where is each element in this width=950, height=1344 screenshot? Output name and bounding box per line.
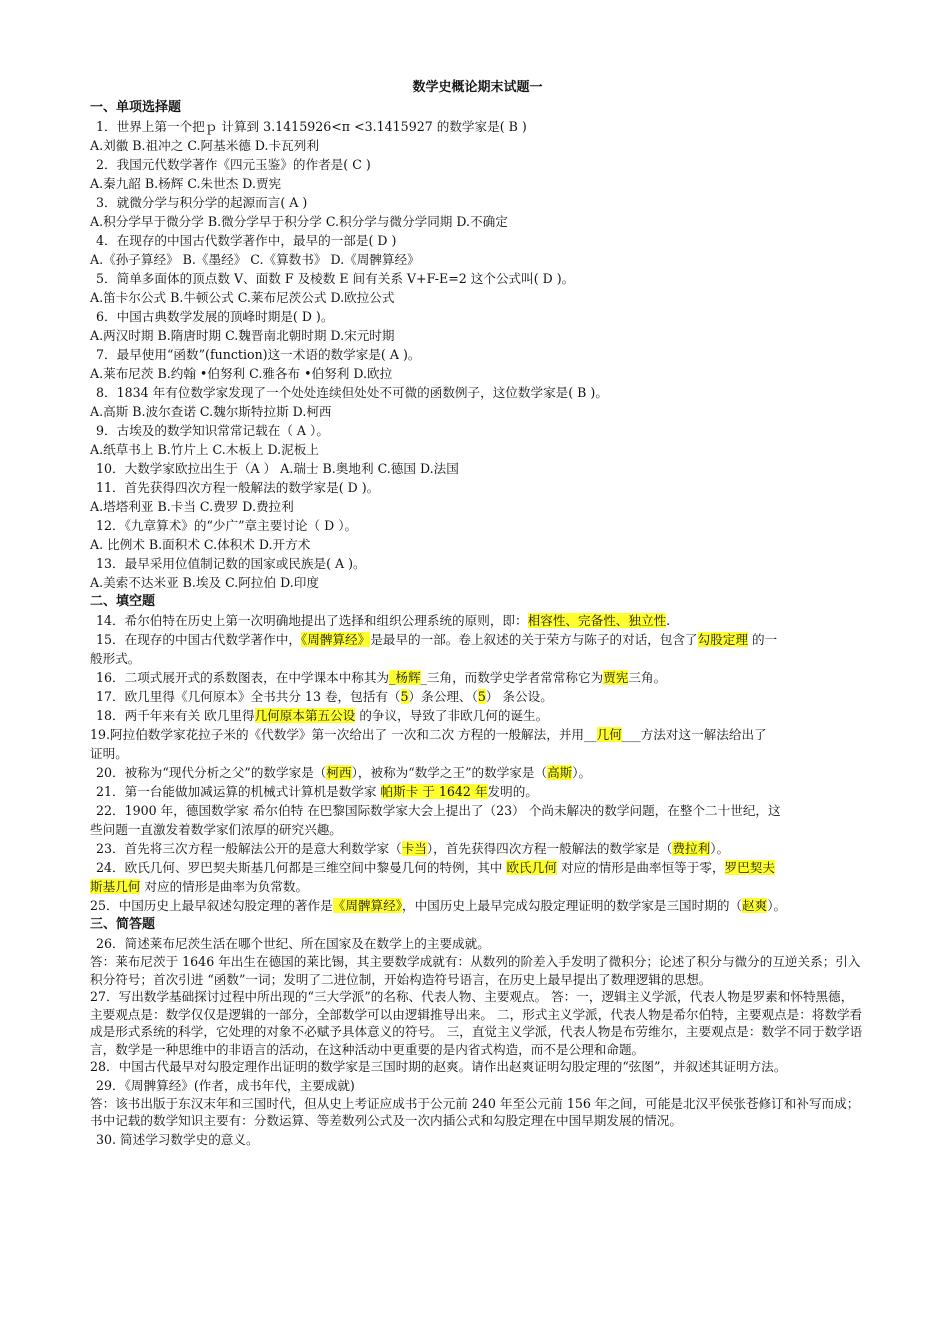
fill-19-cont: 证明。 bbox=[90, 746, 128, 761]
highlighted-answer: 5 bbox=[400, 689, 409, 704]
fill-24 bbox=[90, 858, 865, 877]
fill-text: 三角。 bbox=[628, 670, 667, 685]
fill-text: ）。 bbox=[767, 898, 787, 913]
exam-page bbox=[90, 80, 865, 1149]
options-13: A.美索不达米亚 B.埃及 C.阿拉伯 D.印度 bbox=[90, 575, 319, 590]
fill-text: 15．在现存的中国古代数学著作中， bbox=[96, 632, 301, 647]
question-10: 10．大数学家欧拉出生于（A ） A.瑞士 B.奥地利 C.德国 D.法国 bbox=[96, 461, 459, 476]
question-7: 7．最早使用“函数”(function)这一术语的数学家是( A )。 bbox=[96, 347, 421, 362]
fill-20 bbox=[90, 763, 865, 782]
fill-text: ） 条公设。 bbox=[485, 689, 553, 704]
fill-23 bbox=[90, 839, 865, 858]
fill-text: ），首先获得四次方程一般解法的数学家是（ bbox=[426, 841, 673, 856]
highlighted-answer: 5 bbox=[477, 689, 486, 704]
highlighted-answer: 卡当 bbox=[401, 841, 427, 856]
highlighted-answer: _杨辉 bbox=[389, 670, 421, 685]
fill-text: . bbox=[666, 613, 671, 628]
highlighted-answer: 相容性、完备性、独立性 bbox=[527, 613, 667, 628]
fill-15-cont: 般形式。 bbox=[90, 651, 141, 666]
fill-text: 20．被称为“现代分析之父”的数学家是（ bbox=[96, 765, 327, 780]
fill-text: 19.阿拉伯数学家花拉子米的《代数学》第一次给出了 一次和二次 方程的一般解法，并用__ bbox=[90, 727, 597, 742]
fill-24-cont bbox=[90, 877, 865, 896]
question-13: 13．最早采用位值制记数的国家或民族是( A )。 bbox=[96, 556, 366, 571]
question-26: 26．简述莱布尼茨生活在哪个世纪、所在国家及在数学上的主要成就。 bbox=[96, 936, 490, 951]
fill-text: _三角，而数学史学者常常称它为 bbox=[420, 670, 604, 685]
fill-text: 16．二项式展开式的系数图表，在中学课本中称其为 bbox=[96, 670, 390, 685]
highlighted-answer: 帕斯卡 于 1642 年 bbox=[380, 784, 488, 799]
fill-22: 22．1900 年，德国数学家 希尔伯特 在巴黎国际数学家大会上提出了（23） 个尚未解决的数学问题，在整个二十世纪，这 bbox=[96, 803, 781, 818]
fill-text: 发明的。 bbox=[487, 784, 538, 799]
options-11: A.塔塔利亚 B.卡当 C.费罗 D.费拉利 bbox=[90, 499, 294, 514]
question-6: 6．中国古典数学发展的顶峰时期是( D )。 bbox=[96, 309, 334, 324]
highlighted-answer: 高斯 bbox=[547, 765, 573, 780]
question-12: 12．《九章算术》的“少广”章主要讨论（ D ）。 bbox=[96, 518, 358, 533]
fill-text: ）。 bbox=[710, 841, 730, 856]
fill-text: ___方法对这一解法给出了 bbox=[621, 727, 767, 742]
options-7: A.莱布尼茨 B.约翰 •伯努利 C.雅各布 •伯努利 D.欧拉 bbox=[90, 366, 393, 381]
options-4: A.《孙子算经》 B.《墨经》 C.《算数书》 D.《周髀算经》 bbox=[90, 252, 420, 267]
question-5: 5．简单多面体的顶点数 V、面数 F 及棱数 E 间有关系 V+F-E=2 这个公式叫( D )。 bbox=[96, 271, 575, 286]
fill-14 bbox=[90, 611, 865, 630]
highlighted-answer: 罗巴契夫 bbox=[724, 860, 775, 875]
fill-text: 17．欧几里得《几何原本》全书共分 13 卷，包括有（ bbox=[96, 689, 401, 704]
options-2: A.秦九韶 B.杨辉 C.朱世杰 D.贾宪 bbox=[90, 176, 282, 191]
question-answer-27: 27．写出数学基础探讨过程中所出现的“三大学派”的名称、代表人物、主要观点。 答：一，逻辑主义学派，代表人物是罗素和怀特黑德，主要观点是：数学仅仅是逻辑的一部分，全部数学可以由逻辑推导出来。 二，形式主义学派，代表人物是希尔伯特，主要观点是：将数学看成是形式系统的科学，它处理的对象不必赋予具体意义的符号。 三，直觉主义学派，代表人物是布劳维尔，主要观点是：数学不同于数学语言，数学是一种思维中的非语言的活动，在这种活动中更重要的是内省式构造，而不是公理和命题。 bbox=[90, 989, 863, 1057]
fill-text: 25．中国历史上最早叙述勾股定理的著作是 bbox=[90, 898, 333, 913]
section-heading-fill: 二、填空题 bbox=[90, 594, 156, 609]
fill-text: 的一 bbox=[748, 632, 778, 647]
question-30: 30. 简述学习数学史的意义。 bbox=[96, 1131, 259, 1147]
highlighted-answer: 斯基几何 bbox=[90, 879, 141, 894]
fill-text: 14．希尔伯特在历史上第一次明确地提出了选择和组织公理系统的原则，即： bbox=[96, 613, 528, 628]
question-1: 1．世界上第一个把ｐ 计算到 3.1415926<π <3.1415927 的数学家是( B ) bbox=[96, 119, 527, 134]
fill-19 bbox=[90, 725, 865, 744]
highlighted-answer: 几何 bbox=[596, 727, 622, 742]
section-heading-short-answer: 三、简答题 bbox=[90, 917, 156, 932]
fill-18 bbox=[90, 706, 865, 725]
fill-text: 18．两千年来有关 欧几里得 bbox=[96, 708, 255, 723]
highlighted-answer: 《周髀算经》 bbox=[300, 632, 371, 647]
question-11: 11．首先获得四次方程一般解法的数学家是( D )。 bbox=[96, 480, 380, 495]
fill-text: ）条公理、（ bbox=[408, 689, 478, 704]
fill-text: 是最早的一部。卷上叙述的关于荣方与陈子的对话，包含了 bbox=[370, 632, 698, 647]
fill-21 bbox=[90, 782, 865, 801]
options-6: A.两汉时期 B.隋唐时期 C.魏晋南北朝时期 D.宋元时期 bbox=[90, 328, 395, 343]
fill-text: ）。 bbox=[572, 765, 592, 780]
fill-25 bbox=[90, 896, 865, 915]
page-title: 数学史概论期末试题一 bbox=[412, 80, 543, 95]
question-9: 9．古埃及的数学知识常常记载在（ A ）。 bbox=[96, 423, 329, 438]
fill-15 bbox=[90, 630, 865, 649]
fill-16 bbox=[90, 668, 865, 687]
highlighted-answer: 欧氏几何 bbox=[506, 860, 557, 875]
answer-26: 答：莱布尼茨于 1646 年出生在德国的莱比锡，其主要数学成就有：从数列的阶差入手发明了微积分；论述了积分与微分的互逆关系；引入积分符号；首次引进 “函数”一词；发明了二进位制，开始构造符号语言，在历史上最早提出了数理逻辑的思想。 bbox=[90, 954, 861, 987]
section-heading-choice: 一、单项选择题 bbox=[90, 100, 182, 115]
fill-text: 21．第一台能做加减运算的机械式计算机是数学家 bbox=[96, 784, 381, 799]
fill-text: 24．欧氏几何、罗巴契夫斯基几何都是三维空间中黎曼几何的特例，其中 bbox=[96, 860, 507, 875]
answer-29: 答：该书出版于东汉末年和三国时代，但从史上考证应成书于公元前 240 年至公元前 156 年之间，可能是北汉平侯张苍修订和补写而成；书中记载的数学知识主要有：分数运算、等差数列公式及一次内插公式和勾股定理在中国早期发展的情况。 bbox=[90, 1095, 860, 1128]
fill-17 bbox=[90, 687, 865, 706]
question-2: 2．我国元代数学著作《四元玉鉴》的作者是( C ) bbox=[96, 157, 371, 172]
fill-text: ），被称为“数学之王”的数学家是（ bbox=[351, 765, 548, 780]
question-3: 3．就微分学与积分学的起源而言( A ) bbox=[96, 195, 308, 210]
options-3: A.积分学早于微分学 B.微分学早于积分学 C.积分学与微分学同期 D.不确定 bbox=[90, 214, 508, 229]
question-29: 29．《周髀算经》(作者，成书年代，主要成就) bbox=[96, 1077, 355, 1093]
options-1: A.刘徽 B.祖冲之 C.阿基米德 D.卡瓦列利 bbox=[90, 138, 319, 153]
question-28: 28．中国古代最早对勾股定理作出证明的数学家是三国时期的赵爽。请作出赵爽证明勾股定理的“弦图”，并叙述其证明方法。 bbox=[90, 1059, 787, 1074]
highlighted-answer: 《周髀算经》 bbox=[332, 898, 402, 913]
highlighted-answer: 费拉利 bbox=[672, 841, 711, 856]
highlighted-answer: 几何原本第五公设 bbox=[254, 708, 356, 723]
fill-22-cont: 些问题一直激发着数学家们浓厚的研究兴趣。 bbox=[90, 822, 342, 837]
options-8: A.高斯 B.波尔查诺 C.魏尔斯特拉斯 D.柯西 bbox=[90, 404, 332, 419]
highlighted-answer: 勾股定理 bbox=[697, 632, 749, 647]
options-12: A. 比例术 B.面积术 C.体积术 D.开方术 bbox=[90, 537, 311, 552]
fill-text: ，中国历史上最早完成勾股定理证明的数学家是三国时期的（ bbox=[401, 898, 743, 913]
highlighted-answer: 贾宪 bbox=[603, 670, 629, 685]
question-8: 8．1834 年有位数学家发现了一个处处连续但处处不可微的函数例子，这位数学家是( B )。 bbox=[96, 385, 608, 400]
options-9: A.纸草书上 B.竹片上 C.木板上 D.泥板上 bbox=[90, 442, 319, 457]
highlighted-answer: 柯西 bbox=[326, 765, 352, 780]
fill-text: 对应的情形是曲率恒等于零， bbox=[556, 860, 725, 875]
options-5: A.笛卡尔公式 B.牛顿公式 C.莱布尼茨公式 D.欧拉公式 bbox=[90, 290, 395, 305]
question-4: 4．在现存的中国古代数学著作中，最早的一部是( D ) bbox=[96, 233, 397, 248]
fill-text: 的争议，导致了非欧几何的诞生。 bbox=[355, 708, 549, 723]
fill-text: 对应的情形是曲率为负常数。 bbox=[140, 879, 309, 894]
fill-text: 23．首先将三次方程一般解法公开的是意大利数学家（ bbox=[96, 841, 402, 856]
highlighted-answer: 赵爽 bbox=[742, 898, 768, 913]
